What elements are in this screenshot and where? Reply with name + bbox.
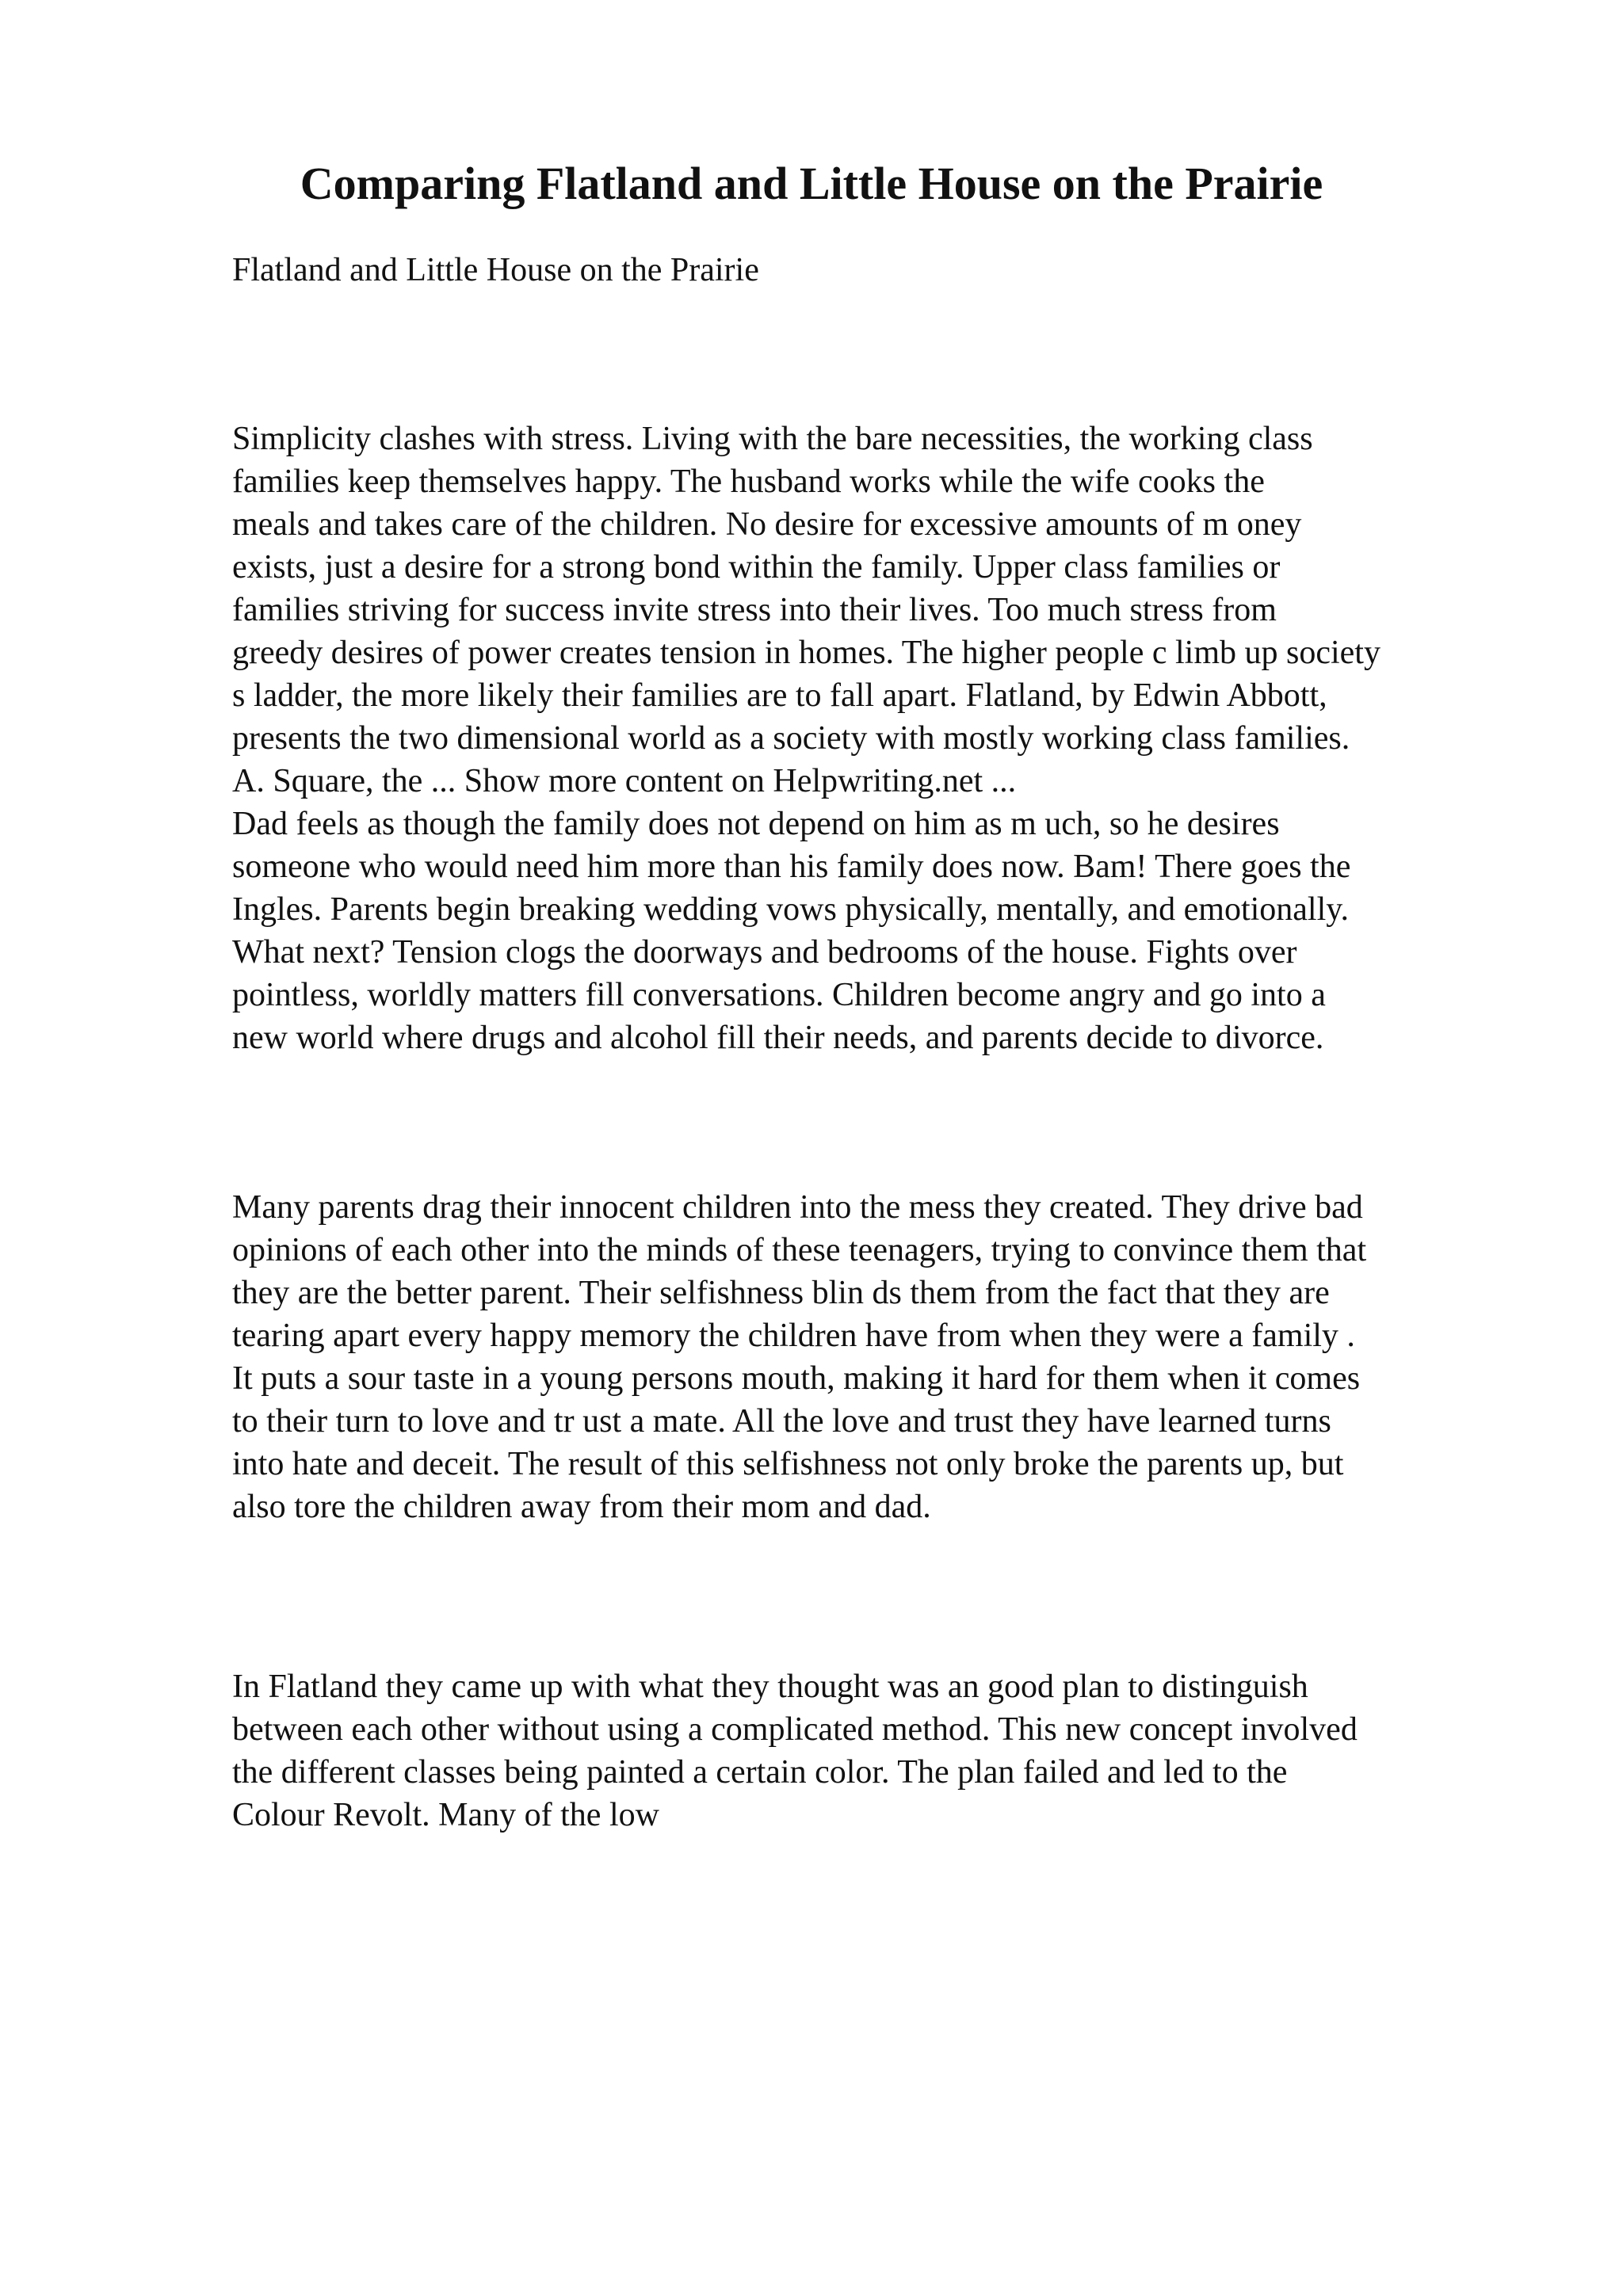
paragraph-line: pointless, worldly matters fill conversations. Children become angry and go into a: [232, 977, 1326, 1013]
paragraph-line: the different classes being painted a certain color. The plan failed and led to the: [232, 1754, 1288, 1791]
paragraph-line: Ingles. Parents begin breaking wedding vows physically, mentally, and emotionally.: [232, 891, 1350, 928]
paragraph-line: What next? Tension clogs the doorways and bedrooms of the house. Fights over: [232, 934, 1297, 971]
paragraph-line: It puts a sour taste in a young persons mouth, making it hard for them when it comes: [232, 1360, 1361, 1397]
paragraph-line: greedy desires of power creates tension in homes. The higher people c limb up society: [232, 635, 1381, 671]
paragraph-line: Dad feels as though the family does not depend on him as m uch, so he desires: [232, 806, 1280, 842]
paragraph-line: A. Square, the ... Show more content on Helpwriting.net ...: [232, 763, 1017, 799]
paragraph-line: tearing apart every happy memory the children have from when they were a family .: [232, 1318, 1355, 1354]
paragraph-line: Simplicity clashes with stress. Living with the bare necessities, the working class: [232, 421, 1313, 457]
paragraph-line: In Flatland they came up with what they thought was an good plan to distinguish: [232, 1669, 1308, 1705]
paragraph-line: presents the two dimensional world as a society with mostly working class families.: [232, 720, 1350, 757]
paragraph-line: between each other without using a complicated method. This new concept involved: [232, 1711, 1358, 1748]
paragraph-line: they are the better parent. Their selfishness blin ds them from the fact that they are: [232, 1275, 1330, 1311]
document-subtitle: Flatland and Little House on the Prairie: [232, 252, 759, 288]
paragraph-line: new world where drugs and alcohol fill their needs, and parents decide to divorce.: [232, 1020, 1324, 1056]
paragraph-line: families striving for success invite stress into their lives. Too much stress from: [232, 592, 1277, 628]
paragraph-line: opinions of each other into the minds of these teenagers, trying to convince them that: [232, 1232, 1367, 1268]
paragraph-line: Colour Revolt. Many of the low: [232, 1797, 659, 1833]
paragraph-2: [232, 1186, 1548, 1528]
paragraph-line: meals and takes care of the children. No desire for excessive amounts of m oney: [232, 506, 1302, 543]
document-title: Comparing Flatland and Little House on the Prairie: [300, 158, 1323, 209]
paragraph-line: to their turn to love and tr ust a mate. All the love and trust they have learned turns: [232, 1403, 1331, 1440]
paragraph-line: exists, just a desire for a strong bond within the family. Upper class families or: [232, 549, 1281, 585]
paragraph-3: [232, 1665, 1548, 1836]
paragraph-line: s ladder, the more likely their families are to fall apart. Flatland, by Edwin Abbott,: [232, 677, 1327, 714]
paragraph-line: also tore the children away from their mom and dad.: [232, 1489, 931, 1525]
paragraph-line: families keep themselves happy. The husband works while the wife cooks the: [232, 463, 1265, 500]
paragraph-line: into hate and deceit. The result of this selfishness not only broke the parents up, but: [232, 1446, 1344, 1482]
paragraph-1: [232, 418, 1548, 1059]
paragraph-line: someone who would need him more than his family does now. Bam! There goes the: [232, 849, 1351, 885]
paragraph-line: Many parents drag their innocent children into the mess they created. They drive bad: [232, 1189, 1363, 1226]
